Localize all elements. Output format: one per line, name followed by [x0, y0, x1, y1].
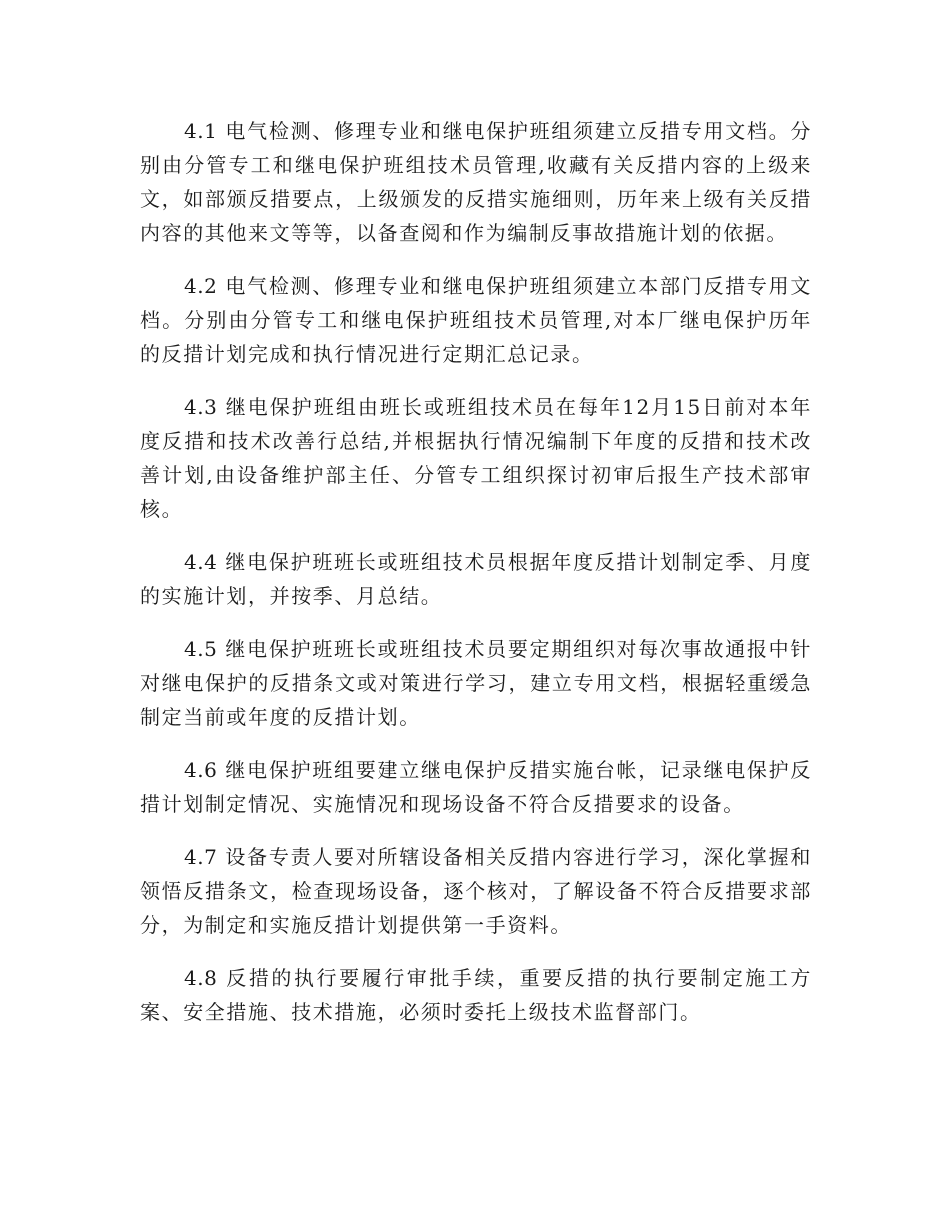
section-number: 4.2	[184, 274, 218, 298]
section-4-1	[140, 114, 812, 250]
document-body	[140, 114, 812, 1048]
section-4-3	[140, 390, 812, 526]
section-text: 电气检测、修理专业和继电保护班组须建立本部门反措专用文档。分别由分管专工和继电保护班组技术员管理,对本厂继电保护历年的反措计划完成和执行情况进行定期汇总记录。	[140, 274, 812, 366]
section-number: 4.8	[184, 966, 218, 990]
section-4-2	[140, 269, 812, 371]
section-text: 继电保护班班长或班组技术员根据年度反措计划制定季、月度的实施计划，并按季、月总结。	[140, 550, 812, 608]
section-4-5	[140, 632, 812, 734]
section-number: 4.6	[184, 758, 218, 782]
section-number: 4.3	[184, 395, 218, 419]
section-4-8	[140, 961, 812, 1029]
section-text: 继电保护班班长或班组技术员要定期组织对每次事故通报中针对继电保护的反措条文或对策进行学习，建立专用文档，根据轻重缓急制定当前或年度的反措计划。	[140, 637, 812, 729]
section-4-6	[140, 753, 812, 821]
section-number: 4.4	[184, 550, 218, 574]
section-4-4	[140, 545, 812, 613]
section-number: 4.5	[184, 637, 218, 661]
section-text: 继电保护班组由班长或班组技术员在每年12月15日前对本年度反措和技术改善行总结,并根据执行情况编制下年度的反措和技术改善计划,由设备维护部主任、分管专工组织探讨初审后报生产技术部审核。	[140, 395, 812, 521]
section-number: 4.1	[184, 119, 218, 143]
section-text: 反措的执行要履行审批手续，重要反措的执行要制定施工方案、安全措施、技术措施，必须时委托上级技术监督部门。	[140, 966, 812, 1024]
section-4-7	[140, 840, 812, 942]
section-number: 4.7	[184, 845, 218, 869]
section-text: 继电保护班组要建立继电保护反措实施台帐，记录继电保护反措计划制定情况、实施情况和现场设备不符合反措要求的设备。	[140, 758, 812, 816]
section-text: 设备专责人要对所辖设备相关反措内容进行学习，深化掌握和领悟反措条文，检查现场设备，逐个核对，了解设备不符合反措要求部分，为制定和实施反措计划提供第一手资料。	[140, 845, 812, 937]
section-text: 电气检测、修理专业和继电保护班组须建立反措专用文档。分别由分管专工和继电保护班组技术员管理,收藏有关反措内容的上级来文，如部颁反措要点，上级颁发的反措实施细则，历年来上级有关反措内容的其他来文等等，以备查阅和作为编制反事故措施计划的依据。	[140, 119, 812, 245]
